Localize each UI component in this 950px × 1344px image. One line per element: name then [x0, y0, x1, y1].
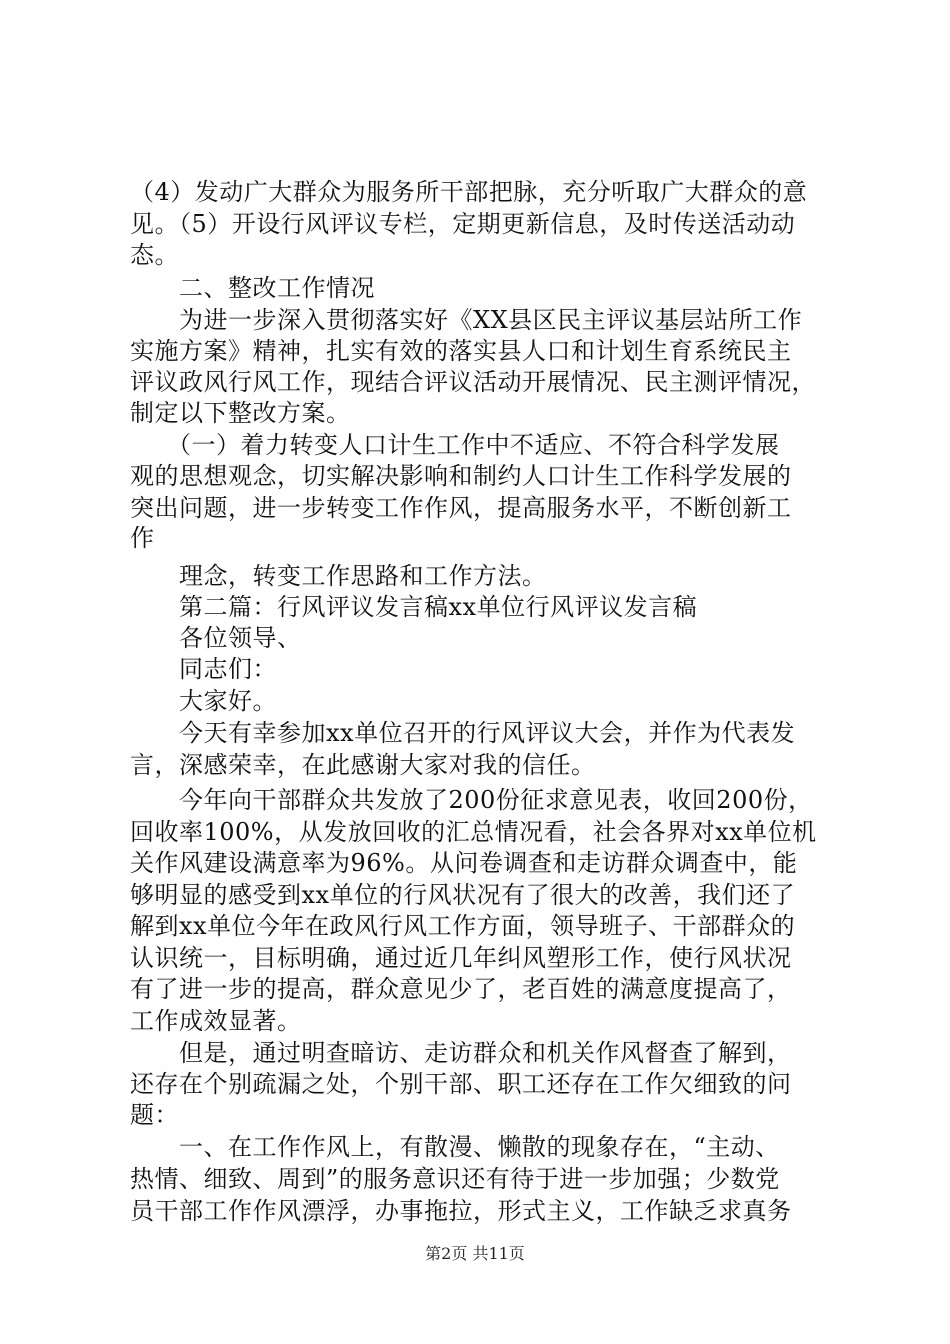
text-line: 观的思想观念，切实解决影响和制约人口计生工作科学发展的: [130, 462, 792, 490]
text-line: 回收率100%，从发放回收的汇总情况看，社会各界对xx单位机: [130, 818, 817, 846]
text-line: 言，深感荣幸，在此感谢大家对我的信任。: [130, 751, 596, 779]
chapter-heading: 第二篇：行风评议发言稿xx单位行风评议发言稿: [130, 593, 698, 621]
text-line: 作: [130, 524, 155, 552]
text-line: （一）着力转变人口计生工作中不适应、不符合科学发展: [130, 431, 780, 459]
salutation-line: 同志们：: [130, 655, 277, 683]
text-line: 工作成效显著。: [130, 1007, 302, 1035]
text-line: 还存在个别疏漏之处，个别干部、职工还存在工作欠细致的问: [130, 1070, 792, 1098]
text-line: 关作风建设满意率为96%。从问卷调查和走访群众调查中，能: [130, 849, 798, 877]
section-heading: 二、整改工作情况: [130, 274, 375, 302]
text-line: 理念，转变工作思路和工作方法。: [130, 562, 547, 590]
text-line: 制定以下整改方案。: [130, 399, 351, 427]
text-line: 有了进一步的提高，群众意见少了，老百姓的满意度提高了，: [130, 975, 792, 1003]
text-line: 认识统一，目标明确，通过近几年纠风塑形工作，使行风状况: [130, 944, 792, 972]
salutation-line: 大家好。: [130, 687, 277, 715]
page-number: 第2页 共11页: [425, 1244, 525, 1263]
text-line: 但是，通过明查暗访、走访群众和机关作风督查了解到，: [130, 1039, 792, 1067]
text-line: （4）发动广大群众为服务所干部把脉，充分听取广大群众的意: [130, 178, 808, 206]
text-line: 今天有幸参加xx单位召开的行风评议大会，并作为代表发: [130, 719, 796, 747]
text-line: 今年向干部群众共发放了200份征求意见表，收回200份，: [130, 786, 813, 814]
text-line: 够明显的感受到xx单位的行风状况有了很大的改善，我们还了: [130, 881, 796, 909]
text-line: 员干部工作作风漂浮，办事拖拉，形式主义，工作缺乏求真务: [130, 1197, 792, 1225]
salutation-line: 各位领导、: [130, 624, 302, 652]
text-line: 突出问题，进一步转变工作作风，提高服务水平，不断创新工: [130, 494, 792, 522]
text-line: 解到xx单位今年在政风行风工作方面，领导班子、干部群众的: [130, 912, 796, 940]
text-line: 实施方案》精神，扎实有效的落实县人口和计划生育系统民主: [130, 337, 792, 365]
text-line: 题：: [130, 1101, 179, 1129]
text-line: 为进一步深入贯彻落实好《XX县区民主评议基层站所工作: [130, 306, 803, 334]
text-line: 一、在工作作风上，有散漫、懒散的现象存在，“主动、: [130, 1133, 780, 1161]
text-line: 热情、细致、周到”的服务意识还有待于进一步加强；少数党: [130, 1165, 780, 1193]
text-line: 见。（5）开设行风评议专栏，定期更新信息，及时传送活动动: [130, 210, 796, 238]
text-line: 态。: [130, 241, 179, 269]
text-line: 评议政风行风工作，现结合评议活动开展情况、民主测评情况，: [130, 368, 816, 396]
